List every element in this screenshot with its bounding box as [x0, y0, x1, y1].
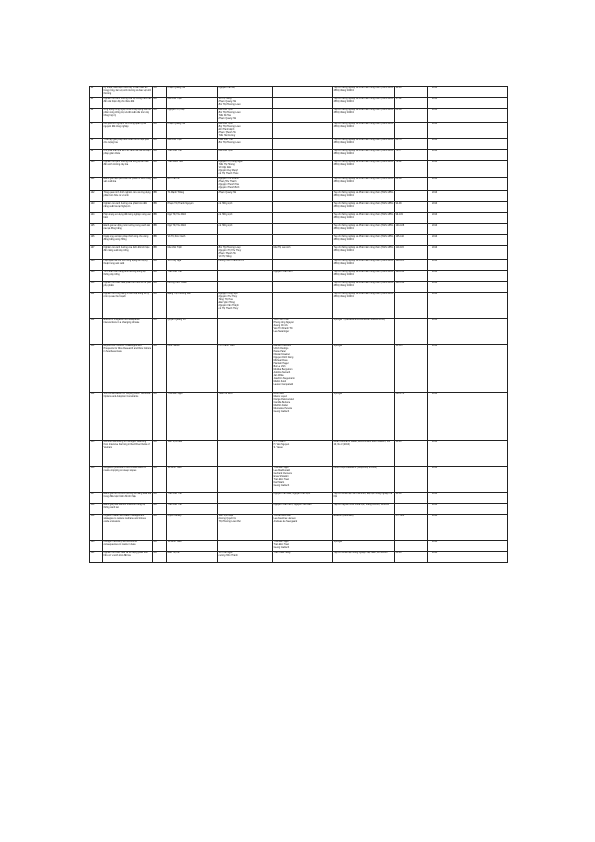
lead-author-cell: Trần Văn Thể — [167, 270, 218, 281]
article-title-cell: Đánh giá hiệu quả của chế phẩm vi sinh trong sản xuất lúa — [103, 177, 153, 191]
article-type-cell: BB — [153, 492, 167, 503]
external-authors-cell — [273, 292, 333, 318]
coauthors-cell: Nguyễn Hồng Sơn Nguyễn Thu Thủy Tăng Thị Hoa Đào Văn Thông Nguyễn Văn Thành Lê Thị Thanh Thủy — [218, 292, 273, 318]
article-title-cell: Beyond the Horizon: Challenges and Prospects for Rice Research and Rice Culture in Southeast Asia — [103, 344, 153, 392]
external-authors-cell: Nguyễn Văn Bảo, Nguyễn Văn Lịch — [273, 492, 333, 503]
external-authors-cell — [273, 224, 333, 235]
lead-author-cell: Arjun Pandey — [167, 514, 218, 540]
lead-author-cell: Đặng Thị Phương Lan — [167, 292, 218, 318]
lead-author-cell: Mai Văn Trịnh — [167, 98, 218, 109]
publication-year-cell: 2014 — [428, 514, 508, 540]
external-authors-cell — [273, 122, 333, 139]
publication-year-cell: 2014 — [428, 551, 508, 562]
table-row — [90, 318, 508, 344]
publication-year-cell: 2013 — [428, 202, 508, 213]
article-type-cell: BB — [153, 122, 167, 139]
row-number-cell: 116 — [90, 466, 103, 492]
table-row — [90, 281, 508, 292]
publication-year-cell: 2014 — [428, 540, 508, 551]
lead-author-cell: Mai Văn Trịnh — [167, 246, 218, 260]
article-title-cell: Remote Monitoring for Nitrogen Leaching from Intensive Farming in Red River Delta of Vietnam — [103, 440, 153, 466]
page-range-cell: 31-40 — [395, 440, 428, 466]
lead-author-cell: Nguyễn Thị Huệ — [167, 109, 218, 123]
table-row — [90, 109, 508, 123]
article-title-cell: Nghiên cứu ảnh hưởng của hệ thống canh tác đến cải thiện độ phì nhiêu đất — [103, 98, 153, 109]
journal-cell: Tạp chí Nông nghiệp và Phát triển nông thôn (ISSN 1859-4581) tháng 3/2013 — [333, 259, 395, 270]
row-number-cell: 95 — [90, 98, 103, 109]
article-title-cell: Đánh giá tác động môi trường trong canh tác rau tại đồng bằng — [103, 224, 153, 235]
page-range-cell — [395, 540, 428, 551]
coauthors-cell: Mai Văn Trịnh Bùi Thị Phương Loan Đỗ Thanh Định Phạm Thanh Hà Trần Hải Cường — [218, 122, 273, 139]
table-row — [90, 139, 508, 150]
coauthors-cell — [218, 540, 273, 551]
article-title-cell: Thiết lập giải pháp tiêu thoát nước hiệu quả cho ruộng lúa — [103, 139, 153, 150]
row-number-cell: 117 — [90, 492, 103, 503]
external-authors-cell: Thi Lan Anh Mai Lea Kautzner-Jensen Andreas de Neergaard — [273, 514, 333, 540]
coauthors-cell — [218, 466, 273, 492]
article-title-cell: Hiện trạng sử dụng đất nông nghiệp vùng ven biển — [103, 213, 153, 224]
page-range-cell — [395, 503, 428, 514]
external-authors-cell: Trần Tuấn Hồng — [273, 551, 333, 562]
article-type-cell: BB — [153, 98, 167, 109]
publication-year-cell: 2013 — [428, 177, 508, 191]
lead-author-cell: Phạm Thị Thanh Nguyễn — [167, 202, 218, 213]
article-type-cell: BB — [153, 161, 167, 178]
article-title-cell: Soil Conservation on Sloping Land: Technical Options and Adoption Constraints — [103, 392, 153, 440]
article-title-cell: Hiệu quả của mô hình ứng dụng tiến bộ kỹ thuật trong sản xuất — [103, 259, 153, 270]
article-type-cell: BB — [153, 87, 167, 98]
article-title-cell: Effects of mitigation and adaptation interventions in a changing climate — [103, 318, 153, 344]
page-range-cell: 133-138 — [395, 281, 428, 292]
article-type-cell: BB — [153, 109, 167, 123]
lead-author-cell: Ngô Thị Thu Minh — [167, 224, 218, 235]
table-row — [90, 259, 508, 270]
article-title-cell: Nghiên cứu sản xuất và sử dụng phân bón hữu cơ vi sinh trên đất lúa — [103, 551, 153, 562]
external-authors-cell — [273, 202, 333, 213]
external-authors-cell — [273, 177, 333, 191]
journal-cell: Tạp chí Nông nghiệp và Phát triển nông thôn (ISSN 1859-4581) tháng 3/2013 — [333, 87, 395, 98]
journal-cell: Tạp chí Nông nghiệp và Phát triển nông thôn (ISSN 1859-4581) tháng 3/2013 — [333, 292, 395, 318]
publication-year-cell: 2013 — [428, 281, 508, 292]
page-range-cell — [395, 122, 428, 139]
journal-cell: Tạp chí Nông nghiệp và Phát triển nông thôn (ISSN 1859-4581) tháng 3/2013 — [333, 235, 395, 246]
article-title-cell: Nghiên cứu ứng dụng vi sinh vật trong xử lý rơm rạ sau thu hoạch — [103, 292, 153, 318]
article-title-cell: Ứng dụng công nghệ GNSS xây dựng bản đồ phân vùng trồng trọt và đề xuất cấu trúc cây trồng hợp lý — [103, 109, 153, 123]
publication-year-cell: 2013 — [428, 191, 508, 202]
row-number-cell: 112 — [90, 318, 103, 344]
article-title-cell: Nitrogen recovery and economic consequences in maize in Asia — [103, 540, 153, 551]
table-row — [90, 540, 508, 551]
article-title-cell: Tính toán cân bằng dinh dưỡng trong hệ thống cây trồng — [103, 270, 153, 281]
journal-cell: Tạp chí Nông nghiệp và Phát triển nông thôn (ISSN 1859-4581) tháng 3/2013 — [333, 191, 395, 202]
article-title-cell: Mitigation potential of soil conservation in maize cropping on steep slopes — [103, 466, 153, 492]
publication-year-cell: 2013 — [428, 161, 508, 178]
row-number-cell: 99 — [90, 150, 103, 161]
page-range-cell: 110-115 — [395, 246, 428, 260]
table-row — [90, 292, 508, 318]
lead-author-cell: Nick Hache — [167, 344, 218, 392]
page-range-cell — [395, 191, 428, 202]
coauthors-cell: Bùi Thị Phương Loan Nguyễn Thị Thu Thủy Phạm Thanh Hà Vũ Thị Hằng — [218, 246, 273, 260]
table-row — [90, 246, 508, 260]
coauthors-cell: Lê Hồng Lịch — [218, 202, 273, 213]
table-row — [90, 150, 508, 161]
article-type-cell: BB — [153, 224, 167, 235]
article-type-cell: BB — [153, 466, 167, 492]
page-range-cell — [395, 466, 428, 492]
external-authors-cell: Tom Hilm Thai Phong Ung Nguyen Zuong Chi Vu Van Thi Khanh Thi Lea Swaninger — [273, 318, 333, 344]
lead-author-cell: Vũ Thùy Ngà — [167, 259, 218, 270]
coauthors-cell — [218, 492, 273, 503]
journal-cell: Tạp chí Nông nghiệp và Phát triển nông thôn (ISSN 1859-4581) tháng 3/2013 — [333, 109, 395, 123]
coauthors-cell: Nguyễn Thị Hồng Ngọc Trần Thị Hương Vũ Văn Dân Nguyễn Duy Mạnh Lê Thị Thanh Thảo — [218, 161, 273, 178]
lead-author-cell: Trần Văn Thể — [167, 503, 218, 514]
table-row — [90, 235, 508, 246]
table-body — [90, 87, 508, 563]
publication-year-cell: 2013 — [428, 224, 508, 235]
journal-cell: Tạp chí Nông nghiệp và Phát triển nông thôn (ISSN 1859-4581) tháng 3/2013 — [333, 202, 395, 213]
article-title-cell: Khí phát thải nhà kính từ canh tác lúa và biện pháp giảm thiểu — [103, 150, 153, 161]
row-number-cell: 110 — [90, 281, 103, 292]
article-type-cell: BB — [153, 213, 167, 224]
publication-year-cell: 2013 — [428, 259, 508, 270]
row-number-cell: 98 — [90, 139, 103, 150]
article-type-cell: BB — [153, 540, 167, 551]
article-type-cell: BB — [153, 292, 167, 318]
page-range-cell: 277-386 — [395, 514, 428, 540]
external-authors-cell: Nguyễn Tuấn Sơn — [273, 270, 333, 281]
article-type-cell: BB — [153, 177, 167, 191]
journal-cell: Springer — [333, 344, 395, 392]
table-row — [90, 177, 508, 191]
row-number-cell: 102 — [90, 191, 103, 202]
row-number-cell: 118 — [90, 503, 103, 514]
article-type-cell: BB — [153, 139, 167, 150]
publication-year-cell: 2013 — [428, 318, 508, 344]
journal-cell: Field Crops Research (149(2014) 95-402) — [333, 466, 395, 492]
journal-cell: Tạp chí Nông nghiệp và Phát triển nông thôn (ISSN 1859-4581) tháng 3/2013 — [333, 139, 395, 150]
lead-author-cell: Đỗ Thái Hà — [167, 177, 218, 191]
lead-author-cell: Trần Minh Tiến — [167, 161, 218, 178]
coauthors-cell: Lê Hồng Lịch — [218, 224, 273, 235]
page-range-cell: 95-80 — [395, 492, 428, 503]
article-title-cell: Nghiên cứu sản xuất phân bón hữu cơ từ phế phụ phẩm — [103, 281, 153, 292]
table-row — [90, 202, 508, 213]
publication-year-cell: 2013 — [428, 213, 508, 224]
publication-year-cell: 2013 — [428, 150, 508, 161]
publication-year-cell: 2013 — [428, 392, 508, 440]
page-range-cell: 120-125 — [395, 259, 428, 270]
article-title-cell: Organic matter and water management strategies to reduce methane and nitrous oxide emissions — [103, 514, 153, 540]
page-range-cell: 105-110 — [395, 235, 428, 246]
publication-year-cell: 2013 — [428, 466, 508, 492]
publication-year-cell: 2013 — [428, 492, 508, 503]
journal-cell: Tạp chí Nông nghiệp và Phát triển nông thôn (ISSN 1859-4581) tháng 3/2013 — [333, 150, 395, 161]
publication-table-page — [89, 86, 507, 563]
lead-author-cell: Thomas Hilger — [167, 392, 218, 440]
table-row — [90, 87, 508, 98]
external-authors-cell — [273, 87, 333, 98]
coauthors-cell: Hu Thanh Tuan — [218, 344, 273, 392]
page-range-cell: 94-48 — [395, 87, 428, 98]
external-authors-cell — [273, 235, 333, 246]
row-number-cell: 115 — [90, 440, 103, 466]
coauthors-cell: Nguyễn Thu Khánh Phan Hữu Thành Nguyễn Thanh Hòa Nguyễn Thanh Bình — [218, 177, 273, 191]
row-number-cell: 105 — [90, 224, 103, 235]
journal-cell: Tạp chí Nông nghiệp và Phát triển nông thôn (ISSN 1859-4581) tháng 3/2013 — [333, 270, 395, 281]
lead-author-cell: Vu Dinh Tuan — [167, 466, 218, 492]
journal-cell: Tạp chí Nông nghiệp và Phát triển nông thôn (ISSN 1859-4581) tháng 3/2013 — [333, 281, 395, 292]
lead-author-cell: Văn Trịnh Mai — [167, 440, 218, 466]
row-number-cell: 97 — [90, 122, 103, 139]
page-range-cell: 31-307 — [395, 344, 428, 392]
publication-year-cell: 2013 — [428, 440, 508, 466]
table-row — [90, 503, 508, 514]
external-authors-cell: Thomas Hilger Lea MacDonald Gerhard Clemens Enas Shiraishi Tran Đức Toan Karl Marin Georg Cadisch — [273, 466, 333, 492]
row-number-cell: 119 — [90, 514, 103, 540]
row-number-cell: 104 — [90, 213, 103, 224]
journal-cell: Tạp chí Nghiên cứu Khoa học, tháng 1/2014, 11/2013 — [333, 503, 395, 514]
article-type-cell: BB — [153, 259, 167, 270]
publication-year-cell: 2013 — [428, 122, 508, 139]
article-title-cell: Nghiên cứu ảnh hưởng của biến đổi khí hậu đến năng suất cây trồng — [103, 246, 153, 260]
table-row — [90, 191, 508, 202]
row-number-cell: 106 — [90, 235, 103, 246]
table-row — [90, 161, 508, 178]
row-number-cell: 114 — [90, 392, 103, 440]
article-type-cell: BB — [153, 150, 167, 161]
journal-cell: Tạp chí Nông nghiệp và Phát triển nông thôn (ISSN 1859-4581) tháng 3/2013 — [333, 224, 395, 235]
article-type-cell: BB — [153, 392, 167, 440]
article-title-cell: Nghiên cứu ảnh hưởng của phân bón đến năng suất lúa tại Nghệ An — [103, 202, 153, 213]
external-authors-cell: C.T. Hoanh H. Van Nguyen S. Yasuo — [273, 440, 333, 466]
external-authors-cell: Nguyễn Tuấn Sơn, Nguyễn Văn Bảo — [273, 503, 333, 514]
external-authors-cell — [273, 281, 333, 292]
article-title-cell: Đánh giá phát thải khí nhà kính trong hệ thống canh tác — [103, 503, 153, 514]
coauthors-cell — [218, 235, 273, 246]
coauthors-cell — [218, 318, 273, 344]
article-type-cell: BB — [153, 318, 167, 344]
table-row — [90, 122, 508, 139]
row-number-cell: 100 — [90, 161, 103, 178]
publication-year-cell: 2013 — [428, 139, 508, 150]
page-range-cell: 94-99 — [395, 202, 428, 213]
journal-cell: Tạp chí Nông nghiệp và Phát triển nông thôn (ISSN 1859-4581) tháng 3/2013 — [333, 98, 395, 109]
article-type-cell: BB — [153, 191, 167, 202]
article-title-cell: Kỹ thuật, điều kiện nuôi cấy vi nấm bán ăn trong rừng, làm vệ sinh trường và bảo vệ kính thưởng — [103, 87, 153, 98]
row-number-cell: 101 — [90, 177, 103, 191]
article-type-cell: BB — [153, 344, 167, 392]
journal-cell: Tạp chí Nông nghiệp và Phát triển nông thôn (ISSN 1859-4581) tháng 3/2013 — [333, 161, 395, 178]
lead-author-cell: Phạm Quang Hà — [167, 122, 218, 139]
article-type-cell: BB — [153, 270, 167, 281]
row-number-cell: 120 — [90, 540, 103, 551]
article-type-cell: BB — [153, 202, 167, 213]
row-number-cell: 111 — [90, 292, 103, 318]
lead-author-cell: Phạm Quang Hà — [167, 87, 218, 98]
table-row — [90, 224, 508, 235]
publication-year-cell: 2013 — [428, 109, 508, 123]
external-authors-cell: Damien Clement Ulrich Rodrigo Paras Patel Nikolai Knaebel Nguyen Dinh Dong Micheal Ross Hannah Hagel Bui Le Vinh Monika Bergstrom Adolina Nemeth Jan Wilke Joachim Siegemann Martin Zund Lauren Campanelli — [273, 344, 333, 392]
journal-cell: Elsevier (Denmark) — [333, 514, 395, 540]
coauthors-cell: Tuan Vu Dinh — [218, 392, 273, 440]
table-row — [90, 392, 508, 440]
coauthors-cell: Văn Trịnh Mai Dương Quyết Vu Thị Phương Loan Bui — [218, 514, 273, 540]
journal-cell: Tạp chí Khoa học và Phát triển, Đại học Nông nghiệp Hà Nội — [333, 492, 395, 503]
journal-cell: Springer — [333, 392, 395, 440]
publication-table — [89, 86, 508, 563]
publication-year-cell: 2013 — [428, 98, 508, 109]
publication-year-cell: 2013 — [428, 344, 508, 392]
table-row — [90, 514, 508, 540]
coauthors-cell — [218, 281, 273, 292]
article-type-cell: BB — [153, 514, 167, 540]
external-authors-cell: Alvin Neill Marco Lopez Noriga Palomendez Camilla Bertone Marthin Faber Mercedes Pereira Georg Cadisch — [273, 392, 333, 440]
page-range-cell — [395, 292, 428, 318]
article-title-cell: Kết quả thử nghiệm GIS trong quản lý tài nguyên đất nông nghiệp — [103, 122, 153, 139]
lead-author-cell: Võ Thị Kim Oanh — [167, 235, 218, 246]
external-authors-cell — [273, 191, 333, 202]
row-number-cell: 96 — [90, 109, 103, 123]
publication-year-cell: 2013 — [428, 235, 508, 246]
publication-year-cell: 2013 — [428, 270, 508, 281]
lead-author-cell: Mai Văn Trịnh — [167, 139, 218, 150]
page-range-cell: 71-77 — [395, 150, 428, 161]
publication-year-cell: 2013 — [428, 503, 508, 514]
external-authors-cell — [273, 150, 333, 161]
page-range-cell: 104-108 — [395, 224, 428, 235]
external-authors-cell: Thomas Hilger Tran Đức Toan Georg Cadisch — [273, 540, 333, 551]
page-range-cell: 21-28 — [395, 551, 428, 562]
article-type-cell: BB — [153, 440, 167, 466]
coauthors-cell — [218, 270, 273, 281]
journal-cell: Tạp chí Nông nghiệp và Phát triển nông thôn (ISSN 1859-4581) tháng 3/2013 — [333, 213, 395, 224]
article-title-cell: Ngập úng và biện pháp thích ứng cho vùng đồng bằng sông Hồng — [103, 235, 153, 246]
table-row — [90, 98, 508, 109]
article-type-cell: BB — [153, 235, 167, 246]
journal-cell: Tạp chí Nông nghiệp và Phát triển nông thôn (ISSN 1859-4581) tháng 3/2013 — [333, 122, 395, 139]
journal-cell: Springer — [333, 540, 395, 551]
publication-year-cell: 2013 — [428, 87, 508, 98]
table-row — [90, 344, 508, 392]
lead-author-cell: Trần Văn Thể — [167, 150, 218, 161]
lead-author-cell: Lương Hữu Thành — [167, 281, 218, 292]
table-row — [90, 466, 508, 492]
external-authors-cell — [273, 161, 333, 178]
table-row — [90, 270, 508, 281]
page-range-cell: 84-89 — [395, 109, 428, 123]
coauthors-cell — [218, 503, 273, 514]
article-title-cell: Nghiên cứu ảnh hưởng của tổng độ ẩm đất đến sinh trưởng cây lúa — [103, 161, 153, 178]
coauthors-cell: Phạm Quang Hà — [218, 191, 273, 202]
row-number-cell: 107 — [90, 246, 103, 260]
external-authors-cell — [273, 259, 333, 270]
journal-cell: Tạp chí Khoa học Nông nghiệp Việt Nam, số 5/2014 — [333, 551, 395, 562]
table-row — [90, 440, 508, 466]
coauthors-cell: Lương Hữu Thành & CS — [218, 259, 273, 270]
article-type-cell: BB — [153, 281, 167, 292]
coauthors-cell — [218, 440, 273, 466]
page-range-cell: 99-103 — [395, 213, 428, 224]
article-title-cell: Đánh giá thời vụ sinh trưởng và năng suất lúa trong điều kiện biến đổi khí hậu — [103, 492, 153, 503]
external-authors-cell — [273, 139, 333, 150]
journal-cell: Tạp chí Nông nghiệp và Phát triển nông thôn (ISSN 1859-4581) tháng 3/2013 — [333, 246, 395, 260]
lead-author-cell: Vu Dinh Tuan — [167, 540, 218, 551]
external-authors-cell — [273, 213, 333, 224]
row-number-cell: 103 — [90, 202, 103, 213]
journal-cell: Asian Journal of Water, Environment and Pollution, Vol 10, No 3 (2013) — [333, 440, 395, 466]
article-type-cell: BB — [153, 551, 167, 562]
lead-author-cell: Đào Thị Hà — [167, 551, 218, 562]
external-authors-cell: Mai Thị Lan Anh — [273, 246, 333, 260]
article-type-cell: BB — [153, 503, 167, 514]
article-type-cell: BB — [153, 246, 167, 260]
coauthors-cell: Trần Văn Thể Bùi Thị Phương Loan — [218, 139, 273, 150]
external-authors-cell — [273, 109, 333, 123]
external-authors-cell — [273, 98, 333, 109]
page-range-cell: 126-132 — [395, 270, 428, 281]
page-range-cell: 97-82 — [395, 98, 428, 109]
table-row — [90, 492, 508, 503]
page-range-cell: 83-88 — [395, 177, 428, 191]
journal-cell: Springer - (Reviews Environmental Science 2013) — [333, 318, 395, 344]
lead-author-cell: Tổ Mạnh Thắng — [167, 191, 218, 202]
lead-author-cell: Trần Văn Thể — [167, 492, 218, 503]
page-range-cell: 223-276 — [395, 392, 428, 440]
row-number-cell: 108 — [90, 259, 103, 270]
row-number-cell: 109 — [90, 270, 103, 281]
coauthors-cell: Vũ Thị Hằng Phạm Quang Hà Bùi Thị Phương Loan — [218, 98, 273, 109]
lead-author-cell: Ngô Thị Thu Minh — [167, 213, 218, 224]
table-row — [90, 551, 508, 562]
page-range-cell: 64-70 — [395, 139, 428, 150]
article-title-cell: Tổng quan tình hình nghiên cứu và ứng dụng phân bón hữu cơ vi sinh — [103, 191, 153, 202]
coauthors-cell: Vũ Thái Ngọc Lương Hữu Thành — [218, 551, 273, 562]
coauthors-cell: Mai Văn Trịnh Bùi Thị Phương Loan Trần Sĩ Hoa Phạm Quang Hà — [218, 109, 273, 123]
publication-year-cell: 2013 — [428, 292, 508, 318]
page-range-cell: 78-82 — [395, 161, 428, 178]
table-row — [90, 213, 508, 224]
coauthors-cell: Nguyễn Văn Bộ — [218, 87, 273, 98]
row-number-cell: 94 — [90, 87, 103, 98]
page-range-cell — [395, 318, 428, 344]
publication-year-cell: 2013 — [428, 246, 508, 260]
coauthors-cell: Lê Hồng Lịch — [218, 213, 273, 224]
row-number-cell: 113 — [90, 344, 103, 392]
journal-cell: Tạp chí Nông nghiệp và Phát triển nông thôn (ISSN 1859-4581) tháng 3/2013 — [333, 177, 395, 191]
coauthors-cell: Mai Văn Trịnh — [218, 150, 273, 161]
lead-author-cell: Quyền Quang Vũ — [167, 318, 218, 344]
row-number-cell: 121 — [90, 551, 103, 562]
